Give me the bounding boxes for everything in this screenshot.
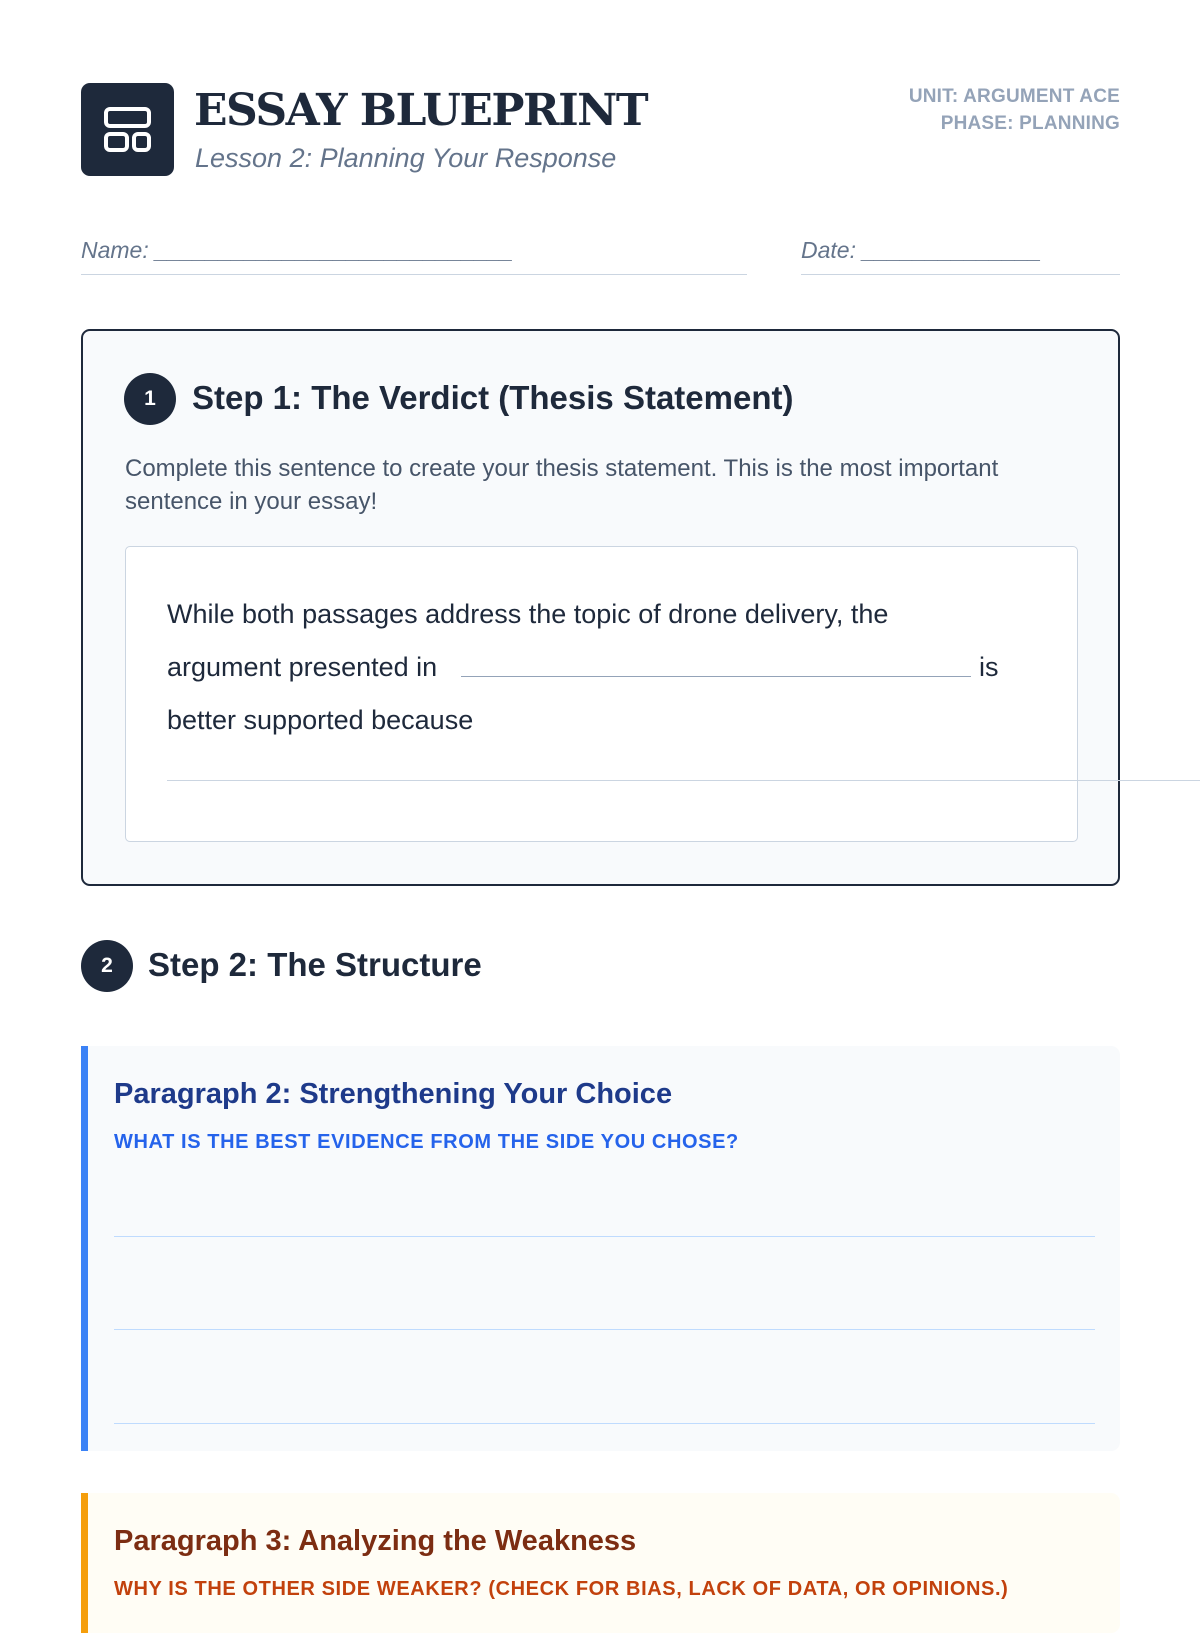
unit-meta xyxy=(909,83,1120,137)
writing-line[interactable] xyxy=(114,1329,1095,1330)
unit-label: UNIT: ARGUMENT ACE xyxy=(908,86,1120,107)
phase-label: PHASE: PLANNING xyxy=(940,113,1120,134)
paragraph-3-prompt: WHY IS THE OTHER SIDE WEAKER? (CHECK FOR BIAS, LACK OF DATA, OR OPINIONS.) xyxy=(114,1578,1009,1600)
step1-instructions: Complete this sentence to create your thesis statement. This is the most important sentence in your essay! xyxy=(125,455,999,515)
paragraph-3-block xyxy=(81,1493,1120,1633)
step1-heading: Step 1: The Verdict (Thesis Statement) xyxy=(192,379,794,416)
thesis-line-2-end: is xyxy=(979,652,999,682)
passage-choice-blank[interactable] xyxy=(461,676,971,677)
thesis-line-3: better supported because xyxy=(167,705,474,735)
thesis-line-2-start: argument presented in xyxy=(167,652,438,682)
thesis-line-1: While both passages address the topic of drone delivery, the xyxy=(167,599,889,629)
page-subtitle: Lesson 2: Planning Your Response xyxy=(195,143,617,173)
paragraph-2-block xyxy=(81,1046,1120,1451)
step2-heading: Step 2: The Structure xyxy=(148,946,482,983)
step-number-badge: 2 xyxy=(81,940,133,992)
reason-blank[interactable] xyxy=(167,780,1200,781)
paragraph-3-title: Paragraph 3: Analyzing the Weakness xyxy=(114,1525,637,1557)
paragraph-2-prompt: WHAT IS THE BEST EVIDENCE FROM THE SIDE YOU CHOSE? xyxy=(114,1131,739,1153)
step-number-badge: 1 xyxy=(124,373,176,425)
layout-template-icon xyxy=(81,83,174,176)
writing-line[interactable] xyxy=(114,1423,1095,1424)
step1-card xyxy=(81,329,1120,886)
writing-line[interactable] xyxy=(114,1236,1095,1237)
worksheet-page xyxy=(81,0,1120,1600)
thesis-template-box xyxy=(125,546,1078,842)
paragraph-2-title: Paragraph 2: Strengthening Your Choice xyxy=(114,1078,673,1110)
worksheet-header xyxy=(81,83,1120,178)
page-title: ESSAY BLUEPRINT xyxy=(194,85,648,136)
name-field[interactable]: Name: ____________________________ xyxy=(81,232,747,275)
date-field[interactable]: Date: ______________ xyxy=(801,232,1120,275)
